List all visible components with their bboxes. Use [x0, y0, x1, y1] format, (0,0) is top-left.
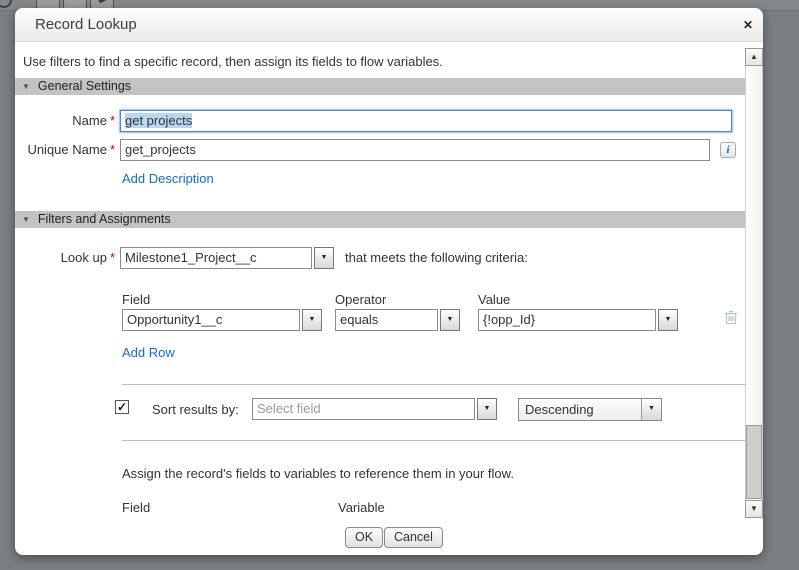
chevron-down-icon: ▼	[483, 405, 491, 412]
section-header-general-settings[interactable]	[15, 78, 745, 95]
section-label: Filters and Assignments	[37, 212, 171, 226]
filter-field-dropdown-button[interactable]	[302, 309, 322, 331]
filter-value-dropdown-button[interactable]	[658, 309, 678, 331]
add-description-link[interactable]: Add Description	[122, 171, 214, 186]
criteria-text: that meets the following criteria:	[345, 250, 528, 265]
divider	[122, 384, 745, 385]
scrollbar-track[interactable]	[745, 66, 763, 500]
chevron-down-icon: ▼	[446, 316, 454, 323]
add-row-link[interactable]: Add Row	[122, 345, 175, 360]
filter-field-input[interactable]: Opportunity1__c	[122, 309, 300, 331]
collapse-triangle-icon: ▼	[22, 82, 30, 91]
section-header-filters-assignments[interactable]	[15, 211, 745, 228]
vertical-scrollbar[interactable]	[745, 48, 763, 518]
collapse-triangle-icon: ▼	[22, 215, 30, 224]
undo-icon	[0, 0, 15, 11]
sort-direction-select[interactable]: Descending ▼	[518, 398, 662, 421]
column-header-value: Value	[478, 292, 511, 307]
column-header-operator: Operator	[335, 292, 387, 307]
record-lookup-dialog	[15, 8, 763, 555]
chevron-down-icon: ▼	[641, 399, 661, 420]
info-icon[interactable]: i	[720, 142, 736, 158]
name-input-selected-text: get projects	[125, 113, 193, 128]
sort-checkbox[interactable]: ✓	[116, 400, 128, 414]
required-asterisk: *	[109, 113, 115, 128]
lookup-object-dropdown-button[interactable]	[314, 247, 334, 269]
column-header-field: Field	[122, 292, 151, 307]
dialog-titlebar	[15, 8, 763, 42]
chevron-down-icon: ▼	[664, 316, 672, 323]
sort-field-input[interactable]: Select field	[252, 398, 475, 420]
filter-operator-input[interactable]: equals	[335, 309, 438, 331]
assignments-instruction: Assign the record's fields to variables to reference them in your flow.	[122, 466, 514, 481]
assignments-field-header: Field	[122, 500, 151, 515]
unique-name-label: Unique Name *	[27, 142, 115, 157]
filter-value-input[interactable]: {!opp_Id}	[478, 309, 656, 331]
dialog-title: Record Lookup	[35, 16, 137, 33]
close-icon[interactable]: ✕	[742, 18, 754, 32]
dialog-description: Use filters to find a specific record, then assign its fields to flow variables.	[23, 54, 443, 69]
scrollbar-down-icon[interactable]: ▼	[745, 500, 763, 518]
section-label: General Settings	[37, 79, 132, 93]
sort-field-dropdown-button[interactable]	[477, 398, 497, 420]
trash-icon[interactable]	[723, 309, 739, 325]
lookup-label: Look up *	[60, 250, 115, 265]
scrollbar-up-icon[interactable]: ▲	[745, 48, 763, 66]
lookup-object-input[interactable]: Milestone1_Project__c	[120, 247, 312, 269]
name-input[interactable]	[120, 110, 732, 132]
filter-operator-dropdown-button[interactable]	[440, 309, 460, 331]
name-label: Name *	[72, 113, 115, 128]
unique-name-input[interactable]: get_projects	[120, 139, 710, 161]
chevron-down-icon: ▼	[308, 316, 316, 323]
required-asterisk: *	[109, 142, 115, 157]
required-asterisk: *	[109, 250, 115, 265]
sort-label: Sort results by:	[152, 402, 239, 417]
chevron-down-icon: ▼	[320, 254, 328, 261]
divider	[122, 440, 745, 441]
assignments-variable-header: Variable	[338, 500, 385, 515]
scrollbar-thumb[interactable]	[746, 425, 762, 499]
ok-button[interactable]: OK	[345, 527, 383, 548]
cancel-button[interactable]: Cancel	[384, 527, 443, 548]
